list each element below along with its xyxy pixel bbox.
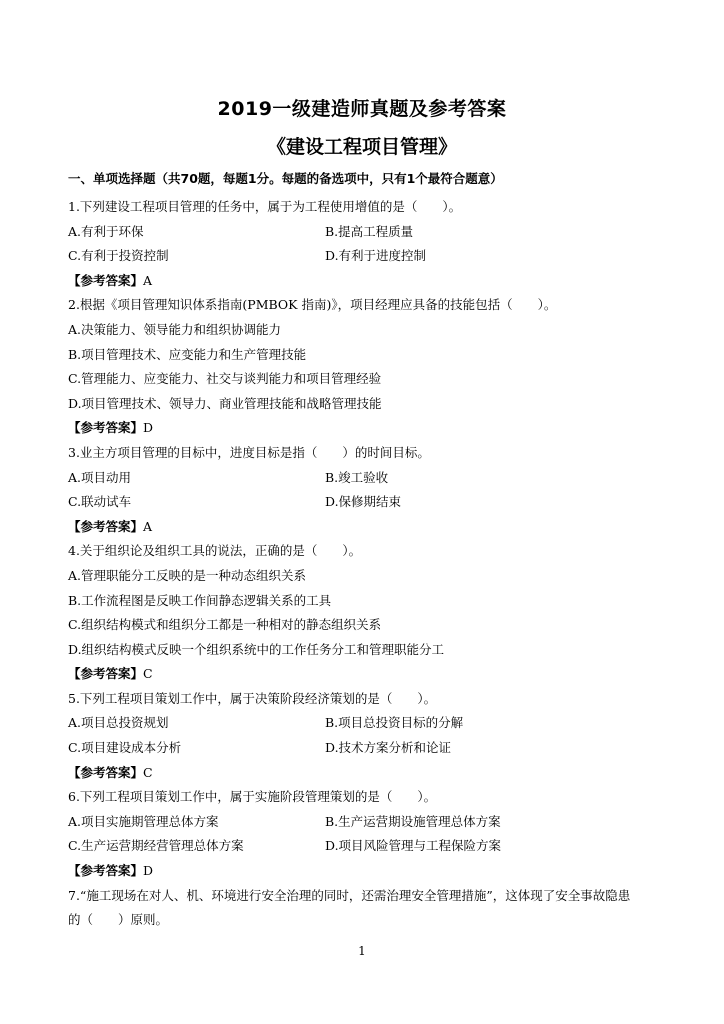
option: A.管理职能分工反映的是一种动态组织关系 bbox=[68, 567, 307, 583]
answer-line bbox=[68, 416, 668, 441]
answer-line bbox=[68, 761, 668, 786]
option-row bbox=[68, 466, 668, 491]
answer-value: A bbox=[143, 518, 153, 534]
section-heading: 一、单项选择题（共70题，每题1分。每题的备选项中，只有1个最符合题意） bbox=[68, 171, 503, 186]
question-stem: 1.下列建设工程项目管理的任务中，属于为工程使用增值的是（ ）。 bbox=[68, 199, 462, 214]
option: C.项目建设成本分析 bbox=[68, 740, 182, 756]
option: D.组织结构模式反映一个组织系统中的工作任务分工和管理职能分工 bbox=[68, 641, 445, 657]
answer-line bbox=[68, 859, 668, 884]
option: A.项目动用 bbox=[68, 469, 132, 485]
option: B.项目管理技术、应变能力和生产管理技能 bbox=[68, 346, 307, 362]
answer-line bbox=[68, 269, 668, 294]
question-stem-continuation: 的（ ）原则。 bbox=[68, 912, 169, 928]
option: D.保修期结束 bbox=[325, 494, 402, 510]
question-stem: 7.“施工现场在对人、机、环境进行安全治理的同时，还需治理安全管理措施”，这体现了安全事故隐患 bbox=[68, 887, 631, 903]
option-row bbox=[68, 834, 668, 859]
option: D.项目管理技术、领导力、商业管理技能和战略管理技能 bbox=[68, 395, 382, 411]
option: C.生产运营期经营管理总体方案 bbox=[68, 838, 244, 854]
option: A.决策能力、领导能力和组织协调能力 bbox=[68, 321, 282, 337]
option: C.组织结构模式和组织分工都是一种相对的静态组织关系 bbox=[68, 617, 382, 633]
option: D.技术方案分析和论证 bbox=[325, 740, 452, 756]
option-row bbox=[68, 244, 668, 269]
option-row bbox=[68, 711, 668, 736]
answer-label: 【参考答案】 bbox=[68, 518, 144, 534]
option-row bbox=[68, 810, 668, 835]
question-stem: 4.关于组织论及组织工具的说法，正确的是（ ）。 bbox=[68, 543, 362, 559]
answer-label: 【参考答案】 bbox=[68, 272, 144, 288]
option: A.项目实施期管理总体方案 bbox=[68, 813, 219, 829]
option-row bbox=[68, 490, 668, 515]
answer-label: 【参考答案】 bbox=[68, 666, 144, 682]
option: D.有利于进度控制 bbox=[325, 248, 427, 264]
answer-line bbox=[68, 515, 668, 540]
option: B.生产运营期设施管理总体方案 bbox=[325, 813, 501, 829]
option: A.项目总投资规划 bbox=[68, 715, 169, 731]
question-stem: 2.根据《项目管理知识体系指南(PMBOK 指南)》，项目经理应具备的技能包括（ ）。 bbox=[68, 297, 557, 313]
answer-line bbox=[68, 662, 668, 687]
answer-value: D bbox=[143, 863, 154, 879]
question-list bbox=[68, 195, 668, 933]
question-stem: 6.下列工程项目策划工作中，属于实施阶段管理策划的是（ ）。 bbox=[68, 789, 437, 805]
document-title: 2019一级建造师真题及参考答案 bbox=[217, 98, 507, 120]
page-number: 1 bbox=[358, 944, 366, 958]
document-subtitle: 《建设工程项目管理》 bbox=[266, 136, 457, 158]
option: C.联动试车 bbox=[68, 494, 132, 510]
answer-label: 【参考答案】 bbox=[68, 863, 144, 879]
option: C.管理能力、应变能力、社交与谈判能力和项目管理经验 bbox=[68, 371, 382, 387]
option: B.工作流程图是反映工作间静态逻辑关系的工具 bbox=[68, 592, 332, 608]
option: A.有利于环保 bbox=[68, 223, 144, 239]
option: D.项目风险管理与工程保险方案 bbox=[325, 838, 502, 854]
question-stem: 3.业主方项目管理的目标中，进度目标是指（ ）的时间目标。 bbox=[68, 444, 430, 460]
option-row bbox=[68, 220, 668, 245]
option-row bbox=[68, 736, 668, 761]
option: B.项目总投资目标的分解 bbox=[325, 715, 464, 731]
option: B.提高工程质量 bbox=[325, 223, 414, 239]
option: B.竣工验收 bbox=[325, 469, 389, 485]
answer-value: D bbox=[143, 420, 154, 436]
answer-value: C bbox=[143, 764, 153, 780]
answer-label: 【参考答案】 bbox=[68, 420, 144, 436]
answer-value: A bbox=[143, 272, 153, 288]
option: C.有利于投资控制 bbox=[68, 248, 169, 264]
answer-value: C bbox=[143, 666, 153, 682]
question-stem: 5.下列工程项目策划工作中，属于决策阶段经济策划的是（ ）。 bbox=[68, 690, 437, 706]
answer-label: 【参考答案】 bbox=[68, 764, 144, 780]
